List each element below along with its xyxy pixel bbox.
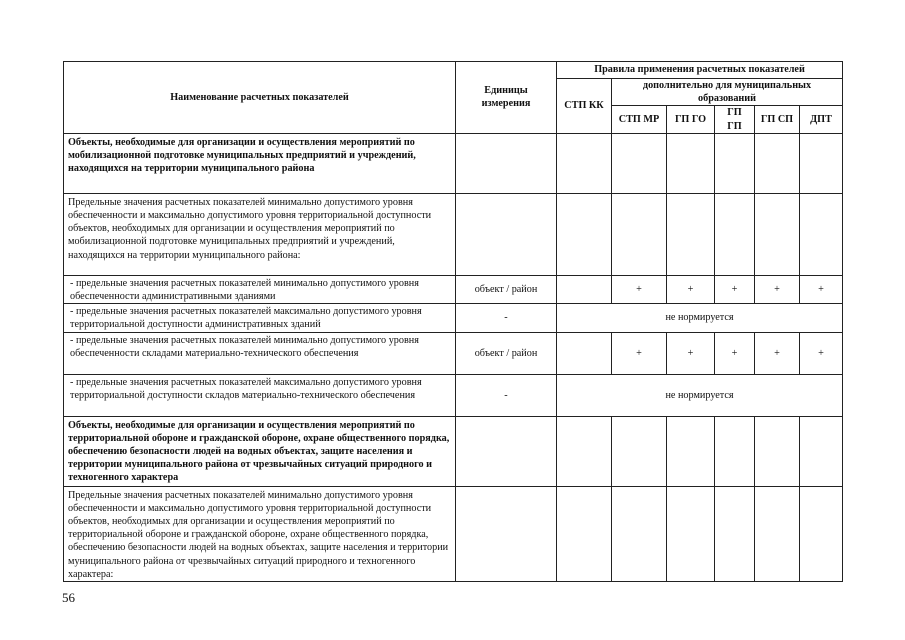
unit-cell: объект / район — [456, 332, 557, 374]
plus-mark: + — [612, 275, 667, 303]
not-normalized-note: не нормируется — [557, 374, 843, 416]
header-units: Единицы измерения — [456, 62, 557, 134]
plus-mark: + — [612, 332, 667, 374]
table-row — [64, 193, 843, 275]
empty-cell — [456, 486, 557, 581]
empty-cell — [800, 486, 843, 581]
plus-mark: + — [800, 275, 843, 303]
stp-kk-cell — [557, 332, 612, 374]
indicator-name: - предельные значения расчетных показателей минимально допустимого уровня обеспеченности складами материально-технического обеспечения — [64, 332, 456, 374]
table-row — [64, 332, 843, 374]
table-row — [64, 133, 843, 193]
plus-mark: + — [715, 275, 755, 303]
not-normalized-note: не нормируется — [557, 304, 843, 332]
empty-cell — [667, 133, 715, 193]
empty-cell — [715, 133, 755, 193]
row-description: Предельные значения расчетных показателей минимально допустимого уровня обеспеченности и максимально допустимого уровня территориальной доступности объектов, необходимых для организации и осуществления мероприятий по территориальной обороне и гражданской обороне, охране общественного порядка, обеспечению безопасности людей на водных объектах, защите населения и территории муниципального района от чрезвычайных ситуаций природного и техногенного характера: — [64, 486, 456, 581]
empty-cell — [667, 416, 715, 486]
plus-mark: + — [755, 332, 800, 374]
empty-cell — [557, 486, 612, 581]
section-title: Объекты, необходимые для организации и осуществления мероприятий по территориальной обороне и гражданской обороне, охране общественного порядка, обеспечению безопасности людей на водных объектах, защите населения и территории муниципального района от чрезвычайных ситуаций природного и техногенного характера — [64, 416, 456, 486]
indicators-table — [63, 61, 843, 582]
table-row — [64, 416, 843, 486]
indicator-name: - предельные значения расчетных показателей минимально допустимого уровня обеспеченности административными зданиями — [64, 275, 456, 303]
header-additional: дополнительно для муниципальных образований — [612, 79, 843, 106]
plus-mark: + — [667, 332, 715, 374]
empty-cell — [715, 416, 755, 486]
plus-mark: + — [715, 332, 755, 374]
unit-cell: объект / район — [456, 275, 557, 303]
row-description: Предельные значения расчетных показателей минимально допустимого уровня обеспеченности и максимально допустимого уровня территориальной доступности объектов, необходимых для организации и осуществления мероприятий по мобилизационной подготовке муниципальных предприятий и учреждений, находящихся на территории муниципального района: — [64, 193, 456, 275]
empty-cell — [456, 133, 557, 193]
empty-cell — [667, 193, 715, 275]
section-title: Объекты, необходимые для организации и осуществления мероприятий по мобилизационной подготовке муниципальных предприятий и учреждений, находящихся на территории муниципального района — [64, 133, 456, 193]
unit-cell: - — [456, 374, 557, 416]
header-stp-kk: СТП КК — [557, 79, 612, 134]
empty-cell — [800, 133, 843, 193]
table-row — [64, 275, 843, 303]
empty-cell — [456, 193, 557, 275]
plus-mark: + — [755, 275, 800, 303]
stp-kk-cell — [557, 275, 612, 303]
empty-cell — [557, 133, 612, 193]
empty-cell — [557, 416, 612, 486]
subheader-stp-mr: СТП МР — [612, 106, 667, 133]
empty-cell — [612, 416, 667, 486]
plus-mark: + — [800, 332, 843, 374]
unit-cell: - — [456, 304, 557, 332]
empty-cell — [755, 193, 800, 275]
subheader-gp-gp: ГП ГП — [715, 106, 755, 133]
table-row — [64, 374, 843, 416]
plus-mark: + — [667, 275, 715, 303]
empty-cell — [715, 193, 755, 275]
empty-cell — [612, 133, 667, 193]
empty-cell — [755, 486, 800, 581]
empty-cell — [800, 416, 843, 486]
empty-cell — [612, 486, 667, 581]
table-row — [64, 304, 843, 332]
indicator-name: - предельные значения расчетных показателей максимально допустимого уровня территориальной доступности административных зданий — [64, 304, 456, 332]
indicator-name: - предельные значения расчетных показателей максимально допустимого уровня территориальной доступности складов материально-технического обеспечения — [64, 374, 456, 416]
empty-cell — [715, 486, 755, 581]
empty-cell — [800, 193, 843, 275]
empty-cell — [612, 193, 667, 275]
empty-cell — [755, 416, 800, 486]
empty-cell — [755, 133, 800, 193]
page-number: 56 — [62, 590, 75, 605]
header-rules: Правила применения расчетных показателей — [557, 62, 843, 79]
empty-cell — [667, 486, 715, 581]
empty-cell — [557, 193, 612, 275]
subheader-gp-sp: ГП СП — [755, 106, 800, 133]
subheader-gp-go: ГП ГО — [667, 106, 715, 133]
header-name: Наименование расчетных показателей — [64, 62, 456, 134]
subheader-dpt: ДПТ — [800, 106, 843, 133]
table-row — [64, 486, 843, 581]
empty-cell — [456, 416, 557, 486]
